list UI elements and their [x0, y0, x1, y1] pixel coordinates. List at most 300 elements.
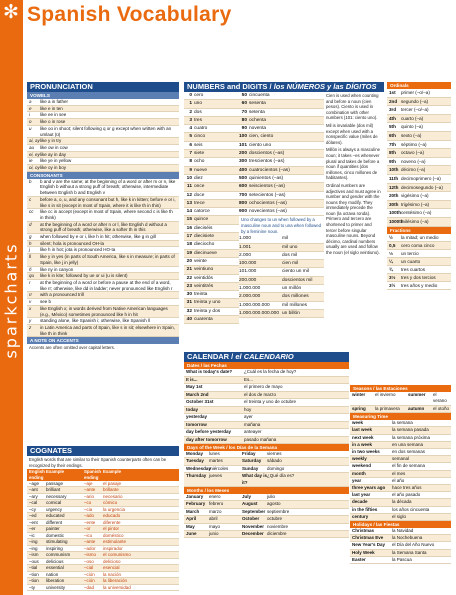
number-row — [184, 133, 239, 141]
time-row — [350, 420, 451, 427]
col-header: Spanish ending — [84, 469, 102, 480]
large-number-row — [239, 285, 324, 293]
cognate-row-cell: necesario — [103, 493, 123, 499]
numbers-note: Ordinal numbers are adjectives and must agree in number and gender with the nouns they modify. They immediately precede the noun (la octava ronda). Primero and tercero are shortened to primer and tercer before singular masculine nouns. Beyond décimo, cardinal numbers usually are used and follow the noun (el siglo veintiuno). — [326, 182, 381, 256]
holiday-row-cell: Christmas — [352, 528, 375, 534]
large-number-row — [239, 277, 324, 285]
time-row-cell: weekend — [352, 463, 372, 469]
number-row-cell: 600 — [239, 184, 248, 190]
consonant-row-cell: standing alone, like Spanish i; otherwise, like Spanish ll — [40, 318, 151, 324]
cognate-row-cell: necessary — [46, 493, 67, 499]
month-row-cell: February — [186, 501, 206, 507]
time-row-cell: month — [352, 470, 366, 476]
numbers-list — [239, 92, 324, 216]
consonant-row-cell: like y in yes (in parts of South America, like s in measure; in parts of Spain, like j in jelly) — [40, 254, 175, 265]
cognate-row-cell: –oso — [84, 558, 94, 564]
fraction-row-cell: 3⅓ — [389, 274, 396, 280]
holiday-row-cell: la Nochebuena — [392, 535, 423, 541]
cognate-row-cell: –er — [29, 526, 36, 532]
number-row-cell: 200 — [239, 151, 248, 157]
consonant-row — [27, 299, 179, 306]
number-row-cell: 2 — [189, 109, 192, 115]
number-row-cell: 22 — [186, 275, 192, 281]
month-row-cell: May — [186, 523, 195, 529]
month-row-cell: febrero — [209, 501, 224, 507]
large-number-row-cell: 1.000.000.000.000 — [239, 310, 280, 316]
vowel-row-cell: like ee in see — [40, 112, 67, 118]
date-row-cell: anteayer — [244, 429, 262, 434]
cognate-row-cell: la urgencia — [103, 506, 126, 512]
time-row — [350, 507, 451, 514]
ordinal-row — [387, 158, 451, 167]
consonant-row-cell: when followed by e or i, like h in hit; otherwise, like g in gill — [40, 234, 156, 240]
cognate-row-cell: –ism — [29, 552, 39, 558]
ordinal-row — [387, 106, 451, 115]
date-row-cell: day after tomorrow — [186, 436, 227, 442]
date-row-cell: ayer — [244, 414, 253, 419]
number-row-cell: dos — [194, 109, 202, 115]
number-row-cell: 31 — [186, 300, 192, 306]
number-row-cell: 32 — [186, 308, 192, 314]
number-row-cell: cuarenta — [194, 317, 213, 323]
number-row-cell: treinta y uno — [194, 300, 221, 306]
number-row-cell: diecinueve — [194, 250, 217, 256]
consonant-row — [27, 247, 179, 254]
date-row-cell: el dos de marzo — [244, 391, 277, 397]
date-row-cell: May 1st — [186, 384, 203, 389]
number-row-cell: 50 — [241, 93, 247, 98]
vowel-row-cell: like ay in day — [40, 151, 67, 157]
number-row-cell: cien, ciento — [249, 134, 274, 140]
ordinal-row — [387, 89, 451, 98]
ordinal-row-cell: 10th — [389, 167, 399, 173]
number-row-cell: trescientos (–as) — [249, 159, 285, 165]
number-row — [184, 225, 239, 233]
cognate-row-cell: la liberación — [103, 578, 128, 584]
fraction-row-cell: la mitad; un medio — [401, 234, 439, 240]
month-row — [184, 524, 349, 531]
large-number-row-cell: 100.000 — [239, 261, 257, 267]
ordinals-header: Ordinals — [387, 82, 451, 89]
consonant-row-cell: r — [29, 279, 31, 285]
vowel-row-cell: like e in ten — [40, 105, 63, 111]
consonant-row-cell: j — [29, 247, 30, 253]
holiday-row-cell: la Pascua — [392, 556, 412, 562]
cognate-row-cell: –aje — [84, 480, 93, 486]
time-header: Measuring Time — [350, 413, 451, 420]
date-row — [184, 399, 349, 407]
date-row-cell: Es... — [244, 376, 254, 382]
numbers-note: Millón is always a masculine noun; it takes –es whenever plural and takes de before a noun if quantities (dos millones, cinco millones de habitantes). — [326, 147, 380, 181]
consonant-row — [27, 254, 179, 266]
date-row-cell: tomorrow — [186, 421, 207, 427]
number-row-cell: 90 — [241, 126, 247, 132]
number-row-cell: uno — [194, 101, 203, 107]
month-row-cell: diciembre — [267, 531, 287, 537]
time-list — [350, 420, 451, 521]
date-row — [184, 429, 349, 437]
ordinal-row — [387, 192, 451, 201]
time-row-cell: week — [352, 420, 364, 426]
time-row-cell: last week — [352, 427, 373, 433]
month-row-cell: marzo — [209, 508, 222, 514]
large-number-row-cell: 1.000.000 — [239, 286, 261, 292]
number-row-cell: 101 — [239, 142, 248, 148]
calendar-section — [184, 352, 349, 538]
number-row-cell: 10 — [186, 175, 192, 181]
number-row — [239, 133, 324, 141]
cognate-row-cell: –ary — [29, 493, 38, 499]
ordinal-row-cell: 30th — [389, 201, 399, 207]
dates-list — [184, 369, 349, 444]
large-number-row-cell: un billón — [282, 310, 300, 316]
cognate-row-cell: stimulating — [46, 539, 68, 545]
cognate-row-cell: el pasaje — [103, 480, 122, 486]
consonant-row — [27, 241, 179, 248]
consonant-row — [27, 325, 179, 337]
number-row-cell: treinta — [194, 292, 208, 298]
number-row-cell: nueve — [194, 167, 208, 173]
cognate-row-cell: domestic — [46, 532, 65, 538]
cognate-row-cell: –ed — [29, 513, 37, 519]
day-row-cell: Tuesday — [186, 458, 204, 464]
section-header: PRONUNCIATION — [27, 82, 179, 92]
large-number-row-cell: doscientos mil — [282, 277, 313, 283]
ordinal-row-cell: trigésimo (–a) — [401, 201, 430, 207]
time-row — [350, 442, 451, 449]
number-row — [184, 308, 239, 316]
fraction-row-cell: cero coma cinco — [401, 242, 435, 248]
time-row-cell: in the fifties — [352, 506, 378, 512]
page-title: Spanish Vocabulary — [27, 3, 232, 26]
cognate-row-cell: educado — [103, 513, 121, 519]
number-row-cell: 7 — [189, 151, 192, 157]
fraction-row-cell: ¼ — [389, 258, 393, 264]
number-row — [184, 183, 239, 191]
ordinal-row-cell: octavo (–a) — [401, 150, 424, 156]
seasons-section — [350, 385, 451, 564]
large-number-row-cell: 2.000 — [239, 252, 252, 258]
day-row — [184, 458, 349, 465]
time-row-cell: la semana próxima — [392, 434, 431, 440]
cognate-row-cell: comical — [46, 500, 62, 506]
time-row-cell: el siglo — [392, 513, 407, 519]
number-row-cell: 15 — [186, 217, 192, 223]
ordinal-row-cell: 7th — [389, 141, 396, 147]
month-row — [184, 501, 349, 508]
large-number-row-cell: 200.000 — [239, 277, 257, 283]
time-row-cell: el fin de semana — [392, 463, 426, 469]
cognate-row-cell: cómico — [103, 500, 118, 506]
ordinal-row — [387, 209, 451, 218]
number-row — [239, 142, 324, 150]
number-row — [184, 109, 239, 117]
number-row-cell: 300 — [239, 159, 248, 165]
section-header: NUMBERS and DIGITS / los NÚMEROS y las DÍGITOS — [184, 82, 384, 92]
consonant-row-cell: at the beginning of a word or before a pause at the end of a word, like rr; otherwise, like dd in ladder; never pronounced like English r — [40, 279, 173, 291]
time-row-cell: la semana pasada — [392, 427, 429, 433]
consonant-row — [27, 292, 179, 299]
month-row-cell: September — [242, 508, 266, 514]
time-row-cell: weekly — [352, 456, 367, 462]
number-row-cell: 700 — [239, 192, 248, 198]
month-row-cell: enero — [209, 494, 221, 500]
number-row-cell: 0 — [189, 93, 192, 98]
day-row-cell: Monday — [186, 451, 204, 456]
number-row — [184, 258, 239, 266]
cognate-row-cell: –ante — [84, 487, 96, 493]
fraction-row — [387, 250, 451, 258]
cognate-row-cell: –cy — [29, 506, 37, 512]
number-row-cell: cero — [194, 93, 204, 98]
vowel-row — [27, 112, 179, 119]
ordinal-row — [387, 149, 451, 158]
cognate-row-cell: –ing — [29, 545, 38, 551]
consonant-row-cell: ll — [29, 254, 31, 260]
time-row-cell: los años cincuenta — [392, 506, 430, 512]
day-row — [184, 451, 349, 458]
season-row-cell: el otoño — [433, 405, 450, 411]
ordinals-section — [387, 82, 451, 290]
date-row-cell: pasado mañana — [244, 436, 277, 442]
consonant-row — [27, 267, 179, 274]
cognate-row-cell: diferente — [103, 519, 121, 525]
cognate-row-cell: –ous — [29, 558, 39, 564]
number-row-cell: noventa — [249, 126, 267, 132]
cognate-row-cell: –ador — [84, 545, 96, 551]
ordinals-list — [387, 89, 451, 227]
large-number-row-cell: cien mil — [282, 261, 299, 267]
number-row — [184, 241, 239, 249]
time-row-cell: next week — [352, 434, 374, 440]
large-number-row-cell: mil — [282, 236, 289, 242]
cognate-row-cell: urgency — [46, 506, 63, 512]
brand-logo — [0, 175, 23, 425]
consonant-row-cell: g — [29, 234, 32, 240]
ordinal-row — [387, 201, 451, 210]
consonant-row-cell: before a, o, u, and any consonant but h, like k in kitten; before e or i, like s in sit (except in most of Spain, where it is like th in thin) — [40, 196, 176, 208]
consonant-row-cell: b — [29, 178, 32, 184]
ordinal-row-cell: decimoprimero (–a) — [401, 175, 441, 181]
vowel-row-cell: like oy in boy — [40, 165, 67, 171]
cognate-row-cell: doméstico — [103, 532, 124, 538]
cognate-row-cell: delicioso — [103, 558, 121, 564]
date-row — [184, 369, 349, 377]
holiday-row — [350, 542, 451, 549]
number-row-cell: veintidós — [194, 275, 213, 281]
month-row-cell: March — [186, 508, 200, 514]
consonant-row-cell: like cc in accept (except in most of Spain, where second c is like th in think) — [40, 209, 173, 220]
dates-header: Dates / las Fechas — [184, 362, 349, 369]
day-row-cell: lunes — [209, 451, 220, 456]
vowel-row — [27, 158, 179, 165]
number-row — [239, 158, 324, 166]
ordinal-row — [387, 98, 451, 107]
uno-note: Uno changes to un when followed by a masculine noun and to una when followed by a feminine noun. — [241, 217, 322, 234]
numbers-column-2 — [239, 92, 324, 324]
consonant-row-cell: y — [29, 318, 32, 324]
cognate-row-cell: –or — [84, 526, 91, 532]
consonant-row-cell: at the beginning of a word or after n or l, like English d without a strong puff of breath; otherwise, like a softer th in this — [40, 221, 167, 233]
time-row-cell: in two weeks — [352, 449, 380, 455]
calendar-title: CALENDAR — [187, 352, 230, 361]
time-row-cell: semanal — [392, 456, 410, 462]
large-number-row-cell: mil millones — [282, 302, 308, 308]
days-list — [184, 451, 349, 487]
time-row — [350, 485, 451, 492]
number-row-cell: setecientos (–as) — [249, 192, 286, 198]
number-row-cell: dieciocho — [194, 242, 215, 248]
day-row-cell: Friday — [242, 451, 256, 456]
day-row-cell: Sunday — [242, 465, 259, 471]
month-row — [184, 494, 349, 501]
number-row-cell: ciento uno — [249, 142, 272, 148]
month-row-cell: October — [242, 516, 260, 522]
vowel-row-cell: o — [29, 119, 32, 125]
fraction-row — [387, 266, 451, 274]
ordinal-row-cell: 6th — [389, 132, 396, 138]
fraction-row-cell: 0,5 — [389, 242, 396, 248]
seasons-header: Seasons / las Estaciones — [350, 385, 451, 392]
fraction-row-cell: ½ — [389, 234, 393, 240]
vowel-row — [27, 119, 179, 126]
large-number-row-cell: 1.001 — [239, 244, 252, 250]
time-row-cell: hace tres años — [392, 485, 422, 491]
cognate-row-cell: –age — [29, 480, 40, 486]
time-row-cell: century — [352, 513, 369, 519]
number-row-cell: 21 — [186, 267, 192, 273]
number-row-cell: catorce — [194, 209, 210, 215]
number-row — [184, 117, 239, 125]
fractions-header: Fractions — [387, 227, 451, 234]
season-row-cell: el verano — [433, 392, 447, 404]
month-row — [184, 531, 349, 538]
ordinal-row — [387, 141, 451, 150]
number-row — [239, 92, 324, 100]
consonant-row — [27, 209, 179, 221]
month-row-cell: noviembre — [267, 523, 289, 529]
season-row-cell: la primavera — [375, 405, 400, 411]
cognate-row-cell: –ario — [84, 493, 95, 499]
number-row-cell: 100 — [239, 134, 248, 140]
date-row-cell: mañana — [244, 421, 261, 427]
number-row-cell: 6 — [189, 142, 192, 148]
cognate-row-cell: –dad — [84, 584, 95, 590]
number-row-cell: 17 — [186, 234, 192, 240]
date-row — [184, 422, 349, 430]
number-row-cell: 14 — [186, 209, 192, 215]
large-number-row-cell: un millón — [282, 286, 302, 292]
numbers-title: NUMBERS and DIGITS — [187, 82, 268, 91]
number-row — [184, 100, 239, 108]
ordinal-row — [387, 218, 451, 227]
cognate-row-cell: inspiring — [46, 545, 63, 551]
number-row-cell: trece — [194, 200, 205, 206]
holiday-row — [350, 550, 451, 557]
consonant-row-cell: c — [29, 196, 32, 202]
time-row — [350, 435, 451, 442]
cognate-row-cell: el pintor — [103, 526, 120, 532]
col-header: Example — [103, 469, 122, 475]
number-row-cell: sesenta — [249, 101, 266, 107]
number-row — [184, 266, 239, 274]
fraction-row — [387, 258, 451, 266]
number-row — [184, 291, 239, 299]
number-row-cell: ochocientos (–as) — [249, 200, 287, 206]
cognate-row-cell: delicious — [46, 558, 64, 564]
cognate-row-cell: passage — [46, 480, 64, 486]
large-number-row-cell: 2.000.000 — [239, 294, 261, 300]
holiday-row — [350, 557, 451, 564]
fraction-row-cell: ¾ — [389, 266, 393, 272]
ordinal-row-cell: 20th — [389, 193, 399, 199]
number-row — [184, 316, 239, 324]
vowel-row-cell: a — [29, 99, 32, 104]
number-row-cell: 3 — [189, 117, 192, 123]
time-row — [350, 456, 451, 463]
cognate-row-cell: –ent — [29, 519, 38, 525]
holiday-row-cell: el Día del Año Nuevo — [392, 542, 435, 548]
day-row-cell: domingo — [267, 465, 285, 471]
number-row-cell: 5 — [189, 134, 192, 140]
cognate-row-cell: –ción — [84, 571, 95, 577]
cognate-row-cell: –ción — [84, 578, 95, 584]
number-row-cell: seiscientos (–as) — [249, 184, 285, 190]
day-row-cell: sábado — [267, 458, 282, 464]
day-row-cell: Thursday — [186, 473, 207, 479]
number-row — [239, 117, 324, 125]
ordinal-row-cell: 3rd — [389, 107, 397, 113]
holidays-header: Holidays / las Fiestas — [350, 521, 451, 528]
time-row-cell: la semana — [392, 420, 413, 426]
ordinal-row-cell: sexto (–a) — [401, 132, 422, 138]
time-row-cell: year — [352, 477, 362, 483]
number-row-cell: cincuenta — [249, 93, 270, 98]
number-row-cell: setenta — [249, 109, 265, 115]
time-row-cell: en una semana — [392, 441, 424, 447]
season-row-cell: spring — [352, 405, 366, 411]
number-row — [239, 109, 324, 117]
consonant-row-cell: like English x; in words derived from Native American languages (e.g., México) sometimes pronounced like h in hit — [40, 305, 168, 317]
consonant-row-cell: d — [29, 221, 32, 227]
date-row-cell: today — [186, 406, 199, 412]
consonant-row-cell: like h in hot; jota is pronounced HO-ta — [40, 247, 116, 253]
number-row-cell: quinientos (–as) — [249, 175, 284, 181]
fraction-row-cell: un cuarto — [401, 258, 421, 264]
cognate-row-cell: –ing — [29, 539, 38, 545]
cognate-row-cell: esencial — [103, 565, 120, 571]
number-row — [184, 299, 239, 307]
season-row-cell: summer — [408, 392, 426, 397]
number-row-cell: diecisiete — [194, 234, 214, 240]
number-row-cell: 800 — [239, 200, 248, 206]
number-row-cell: doscientos (–as) — [249, 151, 285, 157]
holiday-row-cell: la Semana Santa — [392, 549, 427, 555]
large-number-row-cell: 101.000 — [239, 269, 257, 275]
ordinal-row-cell: 100th — [389, 210, 402, 216]
consonant-row-cell: see b — [40, 299, 52, 305]
number-row-cell: doce — [194, 192, 205, 198]
fraction-row — [387, 274, 451, 282]
number-row-cell: 70 — [241, 109, 247, 115]
consonant-row-cell: in Latin America and parts of Spain, like s in sit; elsewhere in Spain, like th in think — [40, 324, 175, 336]
ordinal-row — [387, 175, 451, 184]
consonant-row-cell: cc — [29, 209, 34, 215]
ordinal-row-cell: 4th — [389, 115, 396, 121]
spark-star-icon: ✻ — [3, 1, 19, 23]
vowel-row-cell: e — [29, 105, 32, 111]
number-row-cell: 13 — [186, 200, 192, 206]
